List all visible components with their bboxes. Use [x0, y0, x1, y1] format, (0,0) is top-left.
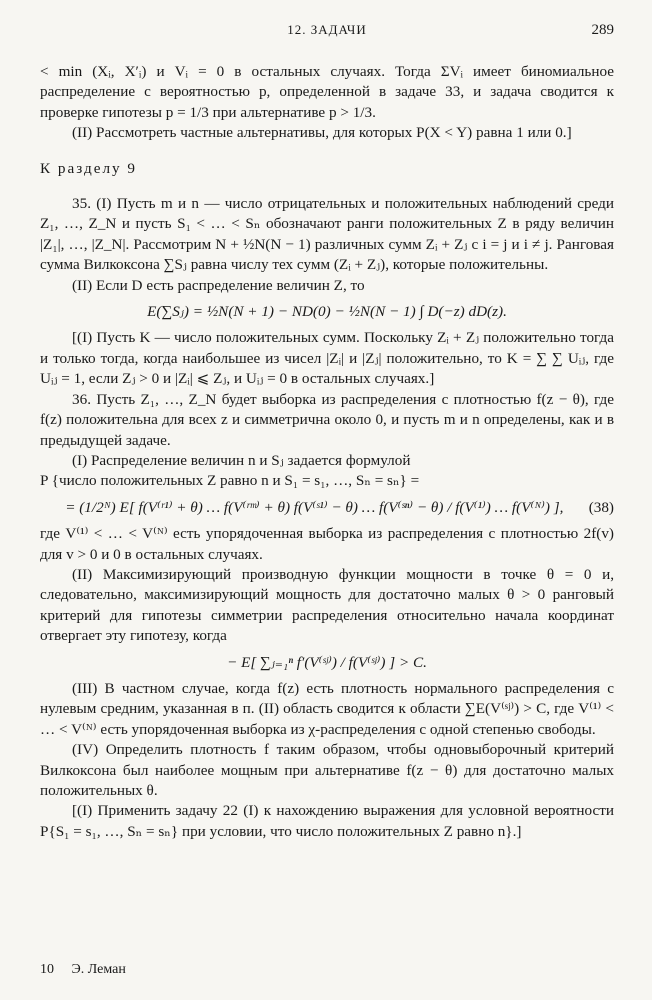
problem-36-part-iv: (IV) Определить плотность f таким образом, чтобы одновыборочный критерий Вилкоксона был наиболее мощным при альтернативе f(z − θ) для достаточно малых положительных θ.	[40, 741, 614, 799]
running-header	[40, 20, 614, 42]
problem-35-hint: [(I) Пусть K — число положительных сумм. Поскольку Zᵢ + Zⱼ положительно тогда и только тогда, когда наибольшее из чисел |Zᵢ| и |Zⱼ| положительно, то K = ∑ ∑ Uᵢⱼ, где Uᵢⱼ = 1, если Zⱼ > 0 и |Zᵢ| ⩽ Zⱼ, и Uᵢⱼ = 0 в остальных случаях.]	[40, 329, 614, 388]
body-text	[40, 62, 614, 842]
problem-36-part-iii: (III) В частном случае, когда f(z) есть плотность нормального распределения с нулевым средним, указанная в п. (II) область сводится к области ∑E(V⁽ˢʲ⁾) > C, где V⁽¹⁾ < … < V⁽ᴺ⁾ есть упорядоченная выборка из χ-распределения с одной степенью свободы.	[40, 679, 614, 738]
problem-36: 36. Пусть Z₁, …, Z_N будет выборка из распределения с плотностью f(z − θ), где f(z) положительна для всех z и симметрична около 0, и пусть m и n определены, как и в предыдущей задаче.	[40, 390, 614, 449]
formula-38-body: = (1/2ᴺ) E[ f(V⁽ʳ¹⁾ + θ) … f(V⁽ʳᵐ⁾ + θ) f(V⁽ˢ¹⁾ − θ) … f(V⁽ˢⁿ⁾ − θ) / f(V⁽¹⁾) … f(V⁽ᴺ⁾) ],	[65, 498, 564, 516]
page-number: 289	[591, 22, 614, 38]
problem-35-part-i: 35. (I) Пусть m и n — число отрицательных и положительных наблюдений среди Z₁, …, Z_N и пусть S₁ < … < Sₙ обозначают ранги положительных Z в ряду величин |Z₁|, …, |Z_N|. Рассмотрим N + ½N(N − 1) различных сумм Zᵢ + Zⱼ с i = j и i ≠ j. Ранговая сумма Вилкоксона ∑Sⱼ равна числу тех сумм (Zᵢ + Zⱼ), которые положительны.	[40, 195, 614, 274]
footer	[40, 960, 140, 980]
author-name: Э. Леман	[71, 962, 126, 977]
signature-number: 10	[40, 962, 54, 977]
problem-36-part-i: (I) Распределение величин n и Sⱼ задается формулой	[72, 451, 411, 469]
paragraph-part-ii: (II) Рассмотреть частные альтернативы, для которых P(X < Y) равна 1 или 0.]	[72, 124, 572, 142]
equation-number: (38)	[588, 498, 614, 516]
section-heading: К разделу 9	[40, 159, 138, 177]
chapter-title: 12. ЗАДАЧИ	[287, 22, 367, 37]
ordered-sample-note: где V⁽¹⁾ < … < V⁽ᴺ⁾ есть упорядоченная выборка из распределения с плотностью 2f(v) для v > 0 и 0 в остальных случаях.	[40, 525, 614, 563]
formula-38	[40, 498, 614, 518]
formula-critical-region: − E[ ∑ⱼ₌₁ⁿ f′(V⁽ˢʲ⁾) / f(V⁽ˢʲ⁾) ] > C.	[227, 653, 427, 671]
formula-expectation: E(∑Sⱼ) = ½N(N + 1) − ND(0) − ½N(N − 1) ∫ D(−z) dD(z).	[147, 303, 507, 321]
problem-36-hint: [(I) Применить задачу 22 (I) к нахождению выражения для условной вероятности P{S₁ = s₁, …, Sₙ = sₙ} при условии, что число положительных Z равно n}.]	[40, 802, 614, 840]
probability-statement: P {число положительных Z равно n и S₁ = s₁, …, Sₙ = sₙ} =	[40, 472, 420, 490]
paragraph-continuation: < min (Xᵢ, X′ᵢ) и Vᵢ = 0 в остальных случаях. Тогда ΣVᵢ имеет биномиальное распределение с вероятностью p, определенной в задаче 33, и задача сводится к проверке гипотезы p = 1/3 при альтернативе p > 1/3.	[40, 63, 614, 121]
problem-35-part-ii: (II) Если D есть распределение величин Z, то	[72, 276, 365, 294]
problem-36-part-ii: (II) Максимизирующий производную функции мощности в точке θ = 0 и, следовательно, максимизирующий мощность для достаточно малых θ > 0 ранговый критерий для гипотезы симметрии распределения относительно начала координат отвергает эту гипотезу, когда	[40, 565, 614, 645]
